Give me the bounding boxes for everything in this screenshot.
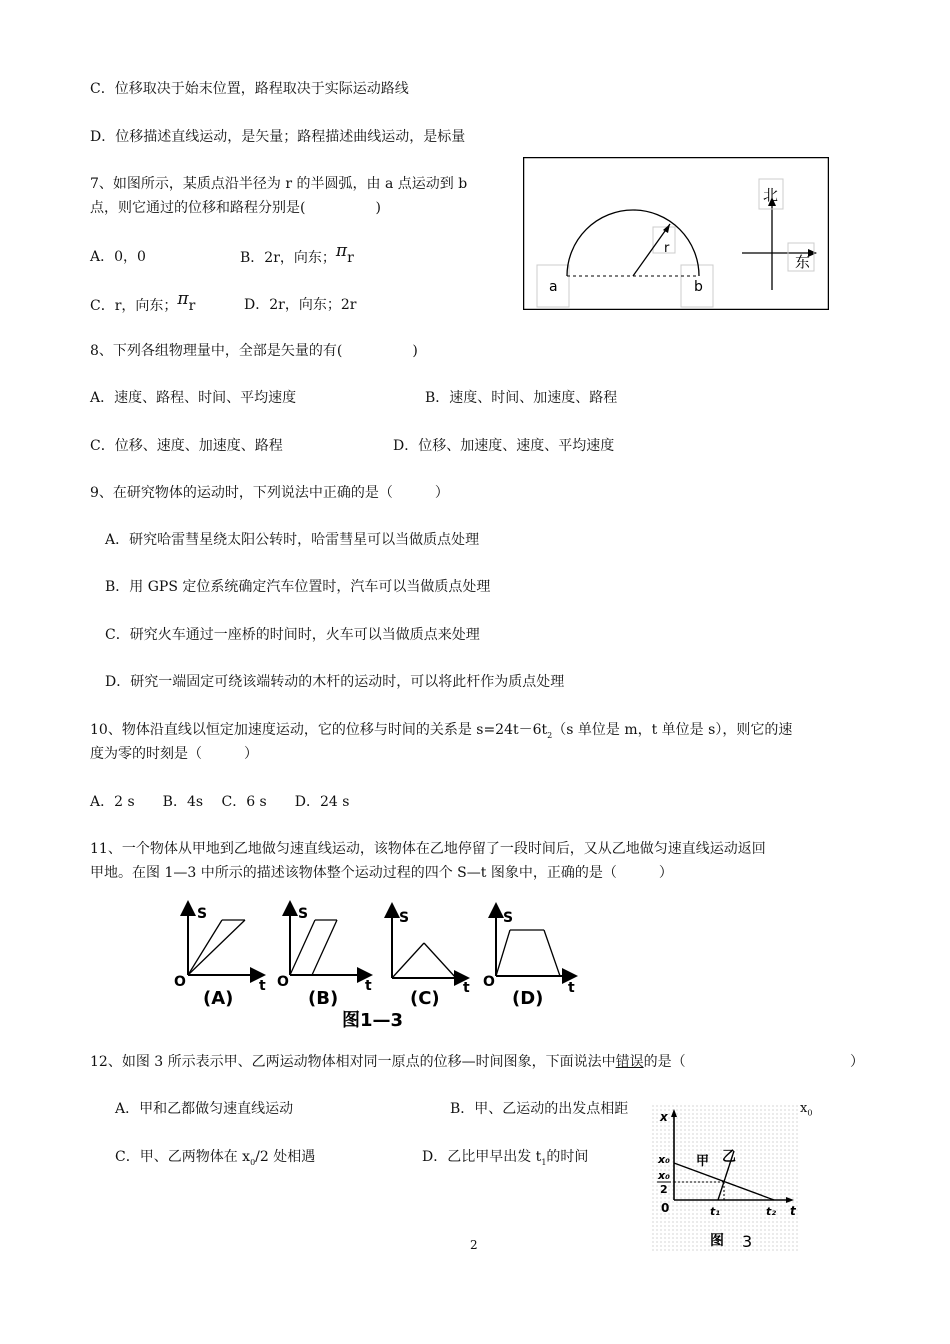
q9-stem: 9、在研究物体的运动时，下列说法中正确的是（ ） <box>90 485 449 501</box>
svg-text:O: O <box>483 974 495 990</box>
q7-semicircle-figure <box>523 157 829 310</box>
svg-text:S: S <box>503 910 514 926</box>
svg-text:S: S <box>197 906 208 922</box>
svg-text:2: 2 <box>660 1183 668 1196</box>
q9-option-d: D．研究一端固定可绕该端转动的木杆的运动时，可以将此杆作为质点处理 <box>105 674 565 690</box>
fig7-east-label: 东 <box>795 253 811 271</box>
fig-3-xt-graph <box>652 1105 800 1253</box>
q12-option-c: C．甲、乙两物体在 $x_0/2$ 处相遇 <box>115 1149 316 1167</box>
q7-option-b: B．2r，向东；πr <box>240 241 354 266</box>
q9-option-c: C．研究火车通过一座桥的时间时，火车可以当做质点来处理 <box>105 627 480 643</box>
svg-text:(B): (B) <box>308 988 339 1009</box>
q11-stem-line1: 11、一个物体从甲地到乙地做匀速直线运动，该物体在乙地停留了一段时间后，又从乙地做匀速直线运动返回 <box>90 841 766 857</box>
q12-option-b: B．甲、乙运动的出发点相距 <box>450 1101 629 1117</box>
q9-option-a: A．研究哈雷彗星绕太阳公转时，哈雷彗星可以当做质点处理 <box>105 532 480 548</box>
q10-options: A．2 s B．4s C．6 s D．24 s <box>90 794 350 810</box>
q12-option-d: D．乙比甲早出发 $t_1$的时间 <box>422 1149 589 1167</box>
fig7-radius-label: r <box>664 241 670 256</box>
svg-text:(A): (A) <box>203 988 234 1009</box>
pi-symbol: π <box>177 289 189 309</box>
q12-option-b-x0: $x_0$ <box>800 1101 813 1118</box>
q8-option-c: C．位移、速度、加速度、路程 <box>90 438 283 454</box>
q12-error-word: 错误 <box>615 1054 644 1070</box>
svg-text:0: 0 <box>661 1201 670 1215</box>
pi-symbol: π <box>335 241 348 261</box>
svg-text:图: 图 <box>710 1233 724 1249</box>
svg-text:t₂: t₂ <box>766 1205 777 1218</box>
q12-stem: 12、如图 3 所示表示甲、乙两运动物体相对同一原点的位移—时间图象，下面说法中错误的是（ <box>90 1054 686 1070</box>
q8-option-b: B．速度、时间、加速度、路程 <box>425 390 618 406</box>
svg-text:(D): (D) <box>512 988 544 1009</box>
q9-option-b: B．用 GPS 定位系统确定汽车位置时，汽车可以当做质点处理 <box>105 579 491 595</box>
q6-option-c: C．位移取决于始末位置，路程取决于实际运动路线 <box>90 81 409 97</box>
q7-option-d: D．2r，向东；2r <box>244 297 357 313</box>
q8-option-d: D．位移、加速度、速度、平均速度 <box>393 438 615 454</box>
svg-text:t₁: t₁ <box>710 1205 721 1218</box>
svg-text:O: O <box>277 974 289 990</box>
fig-1-3-st-graphs <box>170 900 590 1035</box>
svg-text:t: t <box>568 980 575 996</box>
svg-text:3: 3 <box>742 1232 753 1251</box>
q10-stem-line1: 10、物体沿直线以恒定加速度运动，它的位移与时间的关系是 $s=24t-6t_2(s$ 单位是 m，t 单位是 s），则它的速 <box>90 722 793 740</box>
fig7-point-b: b <box>694 279 703 295</box>
q11-stem-line2: 甲地。在图 1—3 中所示的描述该物体整个运动过程的四个 S—t 图象中，正确的是（ ） <box>90 865 673 881</box>
svg-text:t: t <box>463 980 470 996</box>
q10-stem-line2: 度为零的时刻是（ ） <box>90 746 258 762</box>
svg-text:t: t <box>365 978 372 994</box>
q8-stem: 8、下列各组物理量中，全部是矢量的有( ) <box>90 343 418 359</box>
fig7-north-label: 北 <box>763 186 779 204</box>
svg-text:x: x <box>660 1110 668 1124</box>
fig7-point-a: a <box>549 279 558 295</box>
svg-text:S: S <box>298 906 309 922</box>
q12-stem-close: ） <box>850 1054 864 1070</box>
svg-text:O: O <box>174 974 186 990</box>
q7-stem-line2: 点，则它通过的位移和路程分别是( ) <box>90 200 381 216</box>
q6-option-d: D．位移描述直线运动，是矢量；路程描述曲线运动，是标量 <box>90 129 466 145</box>
q7-option-c: C．r，向东；πr <box>90 289 196 314</box>
page-number: 2 <box>470 1238 478 1252</box>
q8-option-a: A．速度、路程、时间、平均速度 <box>90 390 297 406</box>
graph-d <box>483 910 575 1009</box>
graph-c <box>392 910 470 1009</box>
svg-text:t: t <box>259 978 266 994</box>
q7-option-a: A．0，0 <box>90 249 146 265</box>
svg-text:t: t <box>790 1204 796 1218</box>
graph-b <box>277 906 372 1009</box>
q12-option-a: A．甲和乙都做匀速直线运动 <box>115 1101 294 1117</box>
svg-text:S: S <box>399 910 410 926</box>
q7-stem-line1: 7、如图所示，某质点沿半径为 r 的半圆弧，由 a 点运动到 b <box>90 176 468 192</box>
fig-1-3-caption: 图1—3 <box>342 1010 404 1031</box>
svg-text:乙: 乙 <box>722 1149 736 1165</box>
svg-text:甲: 甲 <box>696 1154 710 1169</box>
svg-text:x₀: x₀ <box>658 1153 670 1166</box>
svg-text:(C): (C) <box>410 988 440 1009</box>
graph-a <box>174 906 266 1009</box>
svg-text:x₀: x₀ <box>658 1169 670 1182</box>
